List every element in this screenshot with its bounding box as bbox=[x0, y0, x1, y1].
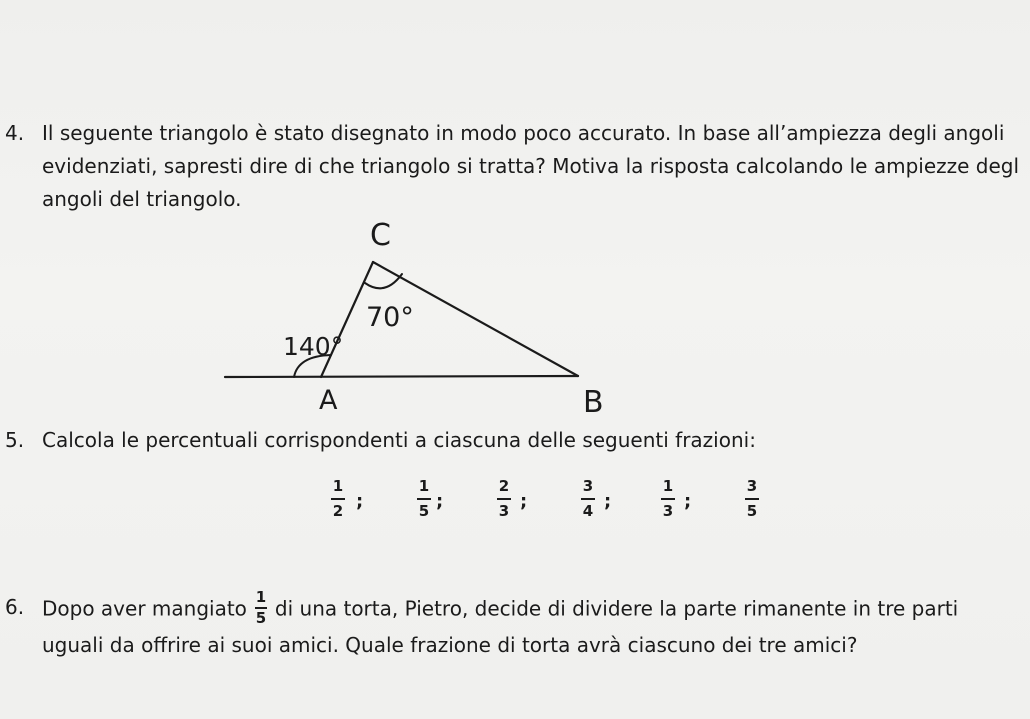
fraction-5 bbox=[656, 478, 680, 520]
question-6-fraction bbox=[255, 590, 267, 626]
fraction-1-denominator: 2 bbox=[332, 502, 344, 520]
fraction-3-denominator: 3 bbox=[498, 502, 510, 520]
fraction-5-denominator: 3 bbox=[662, 502, 674, 520]
fraction-5-numerator: 1 bbox=[662, 477, 674, 495]
fraction-4 bbox=[576, 478, 600, 520]
fraction-6-denominator: 5 bbox=[746, 502, 758, 520]
fraction-2-denominator: 5 bbox=[418, 502, 430, 520]
fraction-4-denominator: 4 bbox=[582, 502, 594, 520]
question-4-number: 4. bbox=[5, 121, 25, 145]
fraction-3-separator: ; bbox=[520, 491, 528, 512]
question-6-fraction-numerator: 1 bbox=[255, 588, 267, 606]
question-4-line-2: evidenziati, sapresti dire di che triangolo si tratta? Motiva la risposta calcolando le ampiezze degl bbox=[42, 154, 1020, 178]
fraction-4-separator: ; bbox=[604, 491, 612, 512]
fraction-1-separator: ; bbox=[356, 491, 364, 512]
question-5 bbox=[5, 425, 756, 456]
fraction-list bbox=[0, 478, 1030, 528]
fraction-2 bbox=[412, 478, 436, 520]
vertex-a-label: A bbox=[319, 385, 338, 416]
fraction-6 bbox=[740, 478, 764, 520]
fraction-3-numerator: 2 bbox=[498, 477, 510, 495]
fraction-1 bbox=[326, 478, 350, 520]
vertex-c-label: C bbox=[370, 218, 391, 253]
fraction-3 bbox=[492, 478, 516, 520]
question-6-number: 6. bbox=[5, 595, 25, 619]
fraction-5-separator: ; bbox=[684, 491, 692, 512]
baseline-ab bbox=[225, 376, 578, 377]
angle-c-label: 70° bbox=[366, 302, 414, 333]
question-4-line-3: angoli del triangolo. bbox=[42, 187, 242, 211]
fraction-1-numerator: 1 bbox=[332, 477, 344, 495]
fraction-2-separator: ; bbox=[436, 491, 444, 512]
angle-a-label: 140° bbox=[283, 332, 344, 361]
question-6-text-after: di una torta, Pietro, decide di dividere la parte rimanente in tre parti bbox=[274, 596, 959, 621]
question-5-text: Calcola le percentuali corrispondenti a ciascuna delle seguenti frazioni: bbox=[42, 428, 756, 452]
vertex-b-label: B bbox=[583, 385, 604, 420]
fraction-6-numerator: 3 bbox=[746, 477, 758, 495]
fraction-2-numerator: 1 bbox=[418, 477, 430, 495]
question-6-fraction-denominator: 5 bbox=[255, 609, 267, 627]
question-6-text-before: Dopo aver mangiato bbox=[42, 596, 247, 621]
question-4-line-1: Il seguente triangolo è stato disegnato in modo poco accurato. In base all’ampiezza degli angoli bbox=[42, 121, 1005, 145]
question-5-number: 5. bbox=[5, 428, 25, 452]
question-6 bbox=[5, 588, 959, 627]
question-6-line-2: uguali da offrire ai suoi amici. Quale frazione di torta avrà ciascuno dei tre amici? bbox=[42, 633, 858, 657]
fraction-4-numerator: 3 bbox=[582, 477, 594, 495]
